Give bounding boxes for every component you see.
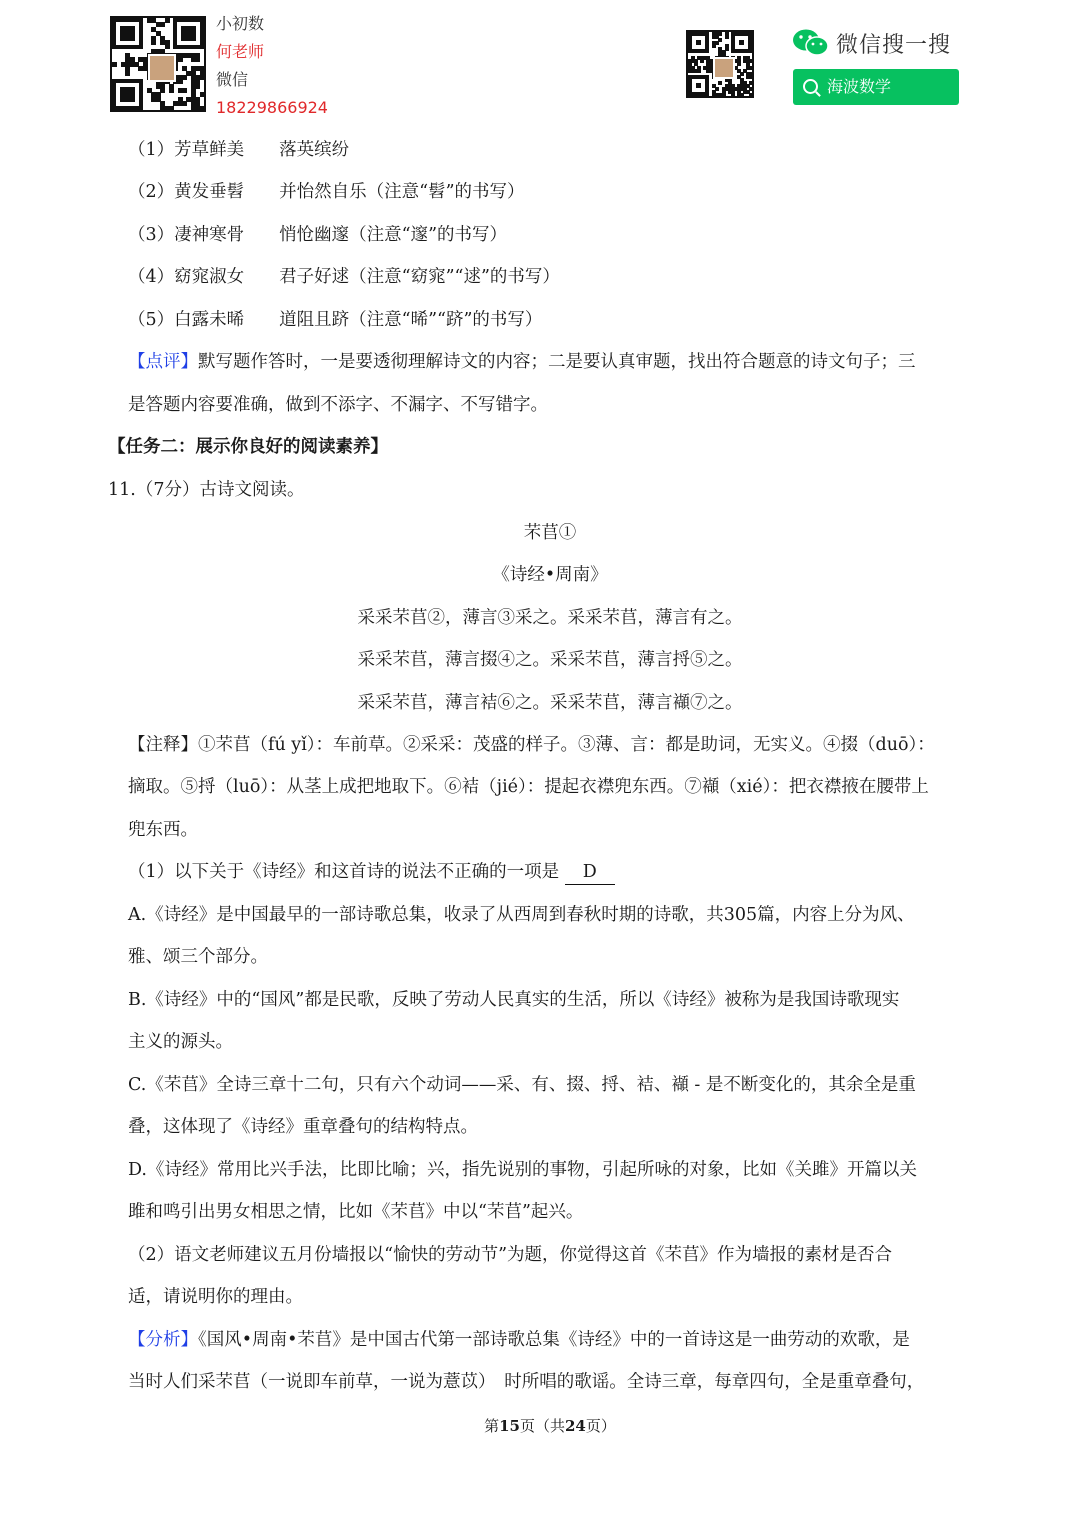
wechat-search-label: 微信搜一搜 [836, 33, 952, 58]
notes-line: 摘取。⑤捋（luō）：从茎上成把地取下。⑥袺（jié）：提起衣襟兜东西。⑦襭（xié）：把衣襟掖在腰带上 [128, 777, 929, 797]
analysis-tag: 【分析】 [128, 1330, 198, 1350]
review-line [128, 350, 916, 374]
contact-info [216, 10, 328, 122]
contact-line: 小初数 [216, 14, 265, 33]
qr-code-right [686, 30, 754, 98]
option-line: 雅、颂三个部分。 [128, 947, 268, 967]
analysis-line: 当时人们采芣苢（一说即车前草，一说为薏苡） 时所唱的歌谣。全诗三章，每章四句，全是重章叠句， [128, 1372, 925, 1392]
sub-question-2: （2）语文老师建议五月份墙报以“愉快的劳动节”为题，你觉得这首《芣苢》作为墙报的素材是否合 [128, 1245, 893, 1265]
notes-line: 兜东西。 [128, 820, 198, 840]
option-line: C.《芣苢》全诗三章十二句，只有六个动词——采、有、掇、捋、袺、襭 - 是不断变化的，其余全是重 [128, 1075, 916, 1095]
footer-text: 第 [484, 1417, 500, 1435]
wechat-icon [792, 28, 830, 58]
option-line: D.《诗经》常用比兴手法，比即比喻；兴，指先说别的事物，引起所咏的对象，比如《关雎》开篇以关 [128, 1160, 917, 1180]
poem-line: 采采芣苢，薄言袺⑥之。采采芣苢，薄言襭⑦之。 [357, 693, 743, 713]
page-header [0, 0, 1080, 125]
search-icon [803, 79, 818, 94]
option-line: 叠，这体现了《诗经》重章叠句的结构特点。 [128, 1117, 478, 1137]
review-text: 默写题作答时，一是要透彻理解诗文的内容；二是要认真审题，找出符合题意的诗文句子；三 [198, 352, 916, 372]
option-line: 主义的源头。 [128, 1032, 233, 1052]
option-line: B.《诗经》中的“国风”都是民歌，反映了劳动人民真实的生活，所以《诗经》被称为是我国诗歌现实 [128, 990, 900, 1010]
option-line: 雎和鸣引出男女相思之情，比如《芣苢》中以“芣苢”起兴。 [128, 1202, 584, 1222]
poem-line: 采采芣苢②，薄言③采之。采采芣苢，薄言有之。 [357, 608, 743, 628]
page-number: 15 [499, 1417, 520, 1435]
contact-line: 微信 [216, 70, 249, 89]
poem-line: 采采芣苢，薄言掇④之。采采芣苢，薄言捋⑤之。 [357, 650, 743, 670]
page-footer [0, 1415, 1080, 1436]
search-button[interactable] [793, 69, 959, 105]
contact-line: 何老师 [216, 42, 265, 61]
answer-line: （1）芳草鲜美 落英缤纷 [128, 140, 350, 160]
answer-line: （5）白露未晞 道阻且跻（注意“晞”“跻”的书写） [128, 310, 543, 330]
page-total: 24 [565, 1417, 586, 1435]
poem-source: 《诗经•周南》 [492, 565, 608, 585]
option-line: A.《诗经》是中国最早的一部诗歌总集，收录了从西周到春秋时期的诗歌，共305篇，内容上分为风、 [128, 905, 915, 925]
poem-title: 芣苢① [523, 523, 577, 543]
review-tag: 【点评】 [128, 352, 198, 372]
answer-line: （2）黄发垂髫 并怡然自乐（注意“髫”的书写） [128, 182, 525, 202]
sub-question-1 [128, 860, 615, 885]
search-label: 海波数学 [827, 77, 892, 96]
answer-line: （3）凄神寒骨 悄怆幽邃（注意“邃”的书写） [128, 225, 508, 245]
analysis-line [128, 1328, 910, 1352]
sub-question-2: 适，请说明你的理由。 [128, 1287, 303, 1307]
contact-phone: 18229866924 [216, 98, 328, 117]
notes-line: 【注释】①芣苢（fú yǐ）：车前草。②采采：茂盛的样子。③薄、言：都是助词，无实义。④掇（duō）： [128, 735, 935, 755]
question-heading: 11.（7分）古诗文阅读。 [108, 480, 305, 500]
review-line: 是答题内容要准确，做到不添字、不漏字、不写错字。 [128, 395, 548, 415]
footer-text: 页） [585, 1417, 616, 1435]
footer-text: 页（共 [519, 1417, 565, 1435]
answer-line: （4）窈窕淑女 君子好逑（注意“窈窕”“逑”的书写） [128, 267, 560, 287]
answer-blank: D [565, 860, 615, 885]
task-heading: 【任务二：展示你良好的阅读素养】 [108, 437, 388, 457]
sub-question-text: （1）以下关于《诗经》和这首诗的说法不正确的一项是 [128, 862, 560, 882]
analysis-text: 《国风•周南•芣苢》是中国古代第一部诗歌总集《诗经》中的一首诗这是一曲劳动的欢歌，是 [198, 1330, 910, 1350]
qr-code-left [110, 16, 206, 112]
